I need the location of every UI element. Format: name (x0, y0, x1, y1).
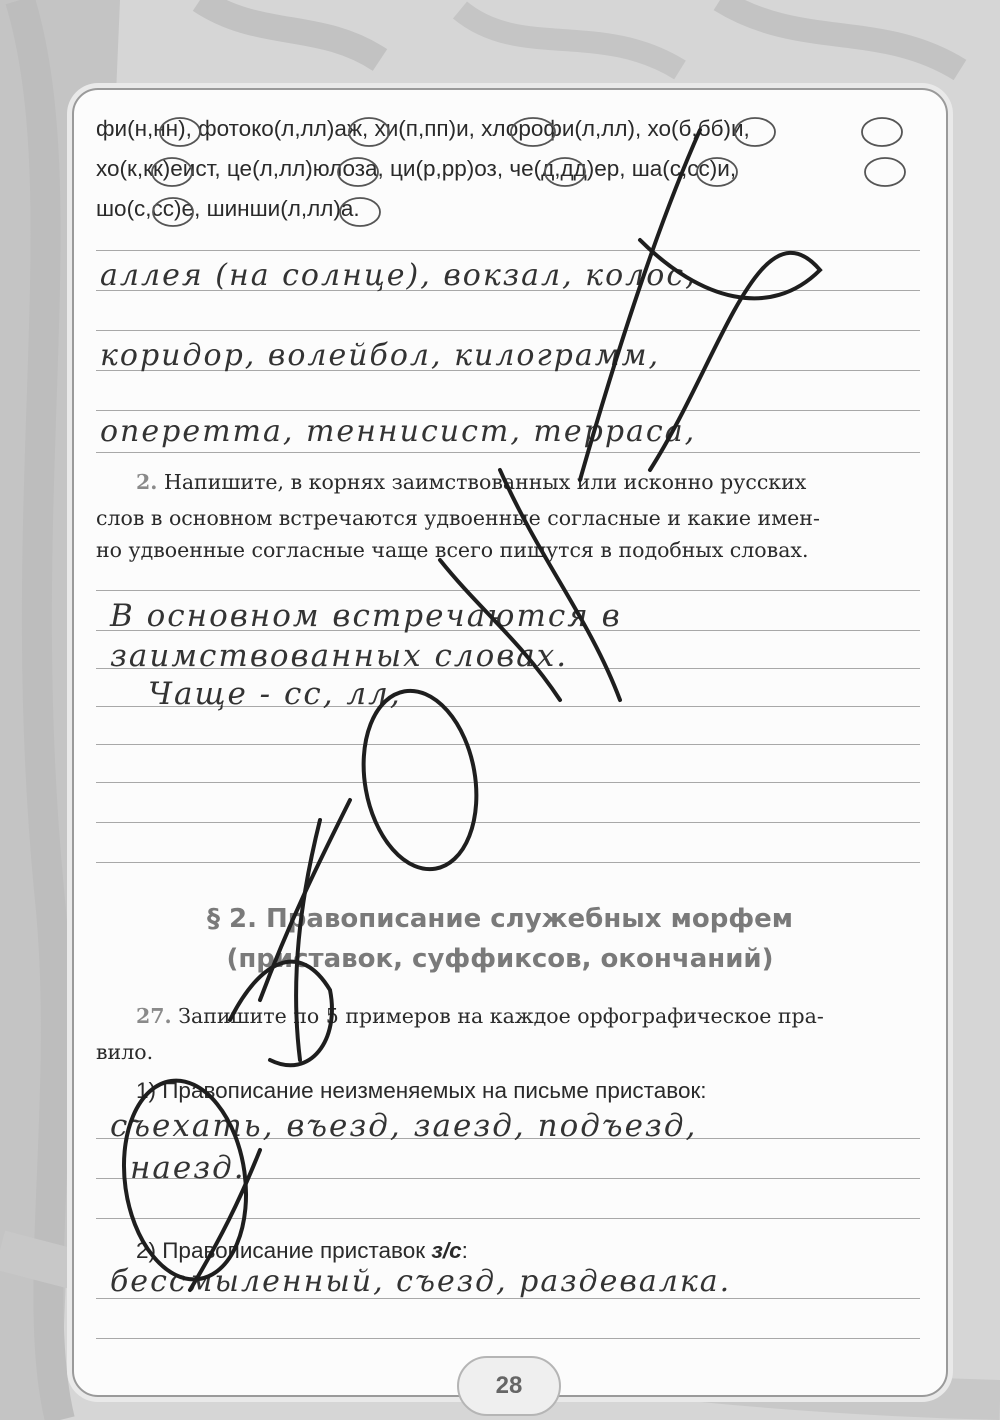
task-27-sub-2 (136, 1238, 468, 1264)
page-number: 28 (457, 1356, 561, 1416)
task-27-sub-2-text: 2) Правописание приставок (136, 1238, 432, 1263)
section-heading-line-1: § 2. Правописание служебных морфем (206, 904, 794, 934)
task-2-line-3: но удвоенные согласные чаще всего пишутся в подобных словах. (96, 538, 809, 562)
handwritten-answer-3-line-1: съехать, въезд, заезд, подъезд, (110, 1108, 698, 1144)
handwritten-answer-3-line-2: наезд. (130, 1150, 246, 1186)
word-list-line-2: хо(к,кк)еист, це(л,лл)юлоза, ци(р,рр)оз, че(д,дд)ер, ша(с,сс)и, (96, 156, 737, 181)
word-list-line-3: шо(с,сс)е, шинши(л,лл)а. (96, 196, 360, 221)
ruled-line (96, 250, 920, 251)
ruled-line (96, 590, 920, 591)
section-heading-line-2: (приставок, суффиксов, окончаний) (226, 944, 774, 974)
task-27-number: 27. (136, 1004, 172, 1028)
task-27-sub-1: 1) Правописание неизменяемых на письме приставок: (136, 1078, 707, 1103)
ruled-line (96, 330, 920, 331)
handwritten-answer-1-line-3: оперетта, теннисист, терраса, (100, 414, 697, 449)
ruled-line (96, 410, 920, 411)
ruled-line (96, 744, 920, 745)
task-2-number: 2. (136, 470, 158, 494)
task-27-text-1: Запишите по 5 примеров на каждое орфографическое пра- (178, 1004, 824, 1028)
handwritten-answer-2-line-1: В основном встречаются в (110, 598, 622, 634)
task-27-sub-2-emphasis: з/с (431, 1238, 462, 1263)
task-2-line-1 (136, 470, 806, 494)
handwritten-answer-1-line-1: аллея (на солнце), вокзал, колос, (100, 258, 697, 293)
ruled-line (96, 782, 920, 783)
ruled-line (96, 452, 920, 453)
ruled-line (96, 862, 920, 863)
task-27-line-1 (136, 1004, 824, 1028)
handwritten-answer-2-line-3: Чаще - сс, лл, (148, 676, 402, 712)
ruled-line (96, 822, 920, 823)
handwritten-answer-4: бессмыленный, съезд, раздевалка. (110, 1264, 732, 1299)
handwritten-answer-2-line-2: заимствованных словах. (110, 638, 569, 674)
task-2-text-1: Напишите, в корнях заимствованных или исконно русских (163, 470, 807, 494)
word-list-line-1: фи(н,нн), фотоко(л,лл)аж, хи(п,пп)и, хлорофи(л,лл), хо(б,бб)и, (96, 116, 750, 141)
task-27-line-2: вило. (96, 1040, 154, 1064)
ruled-line (96, 1338, 920, 1339)
ruled-line (96, 1218, 920, 1219)
task-27-sub-2-colon: : (461, 1238, 468, 1263)
handwritten-answer-1-line-2: коридор, волейбол, килограмм, (100, 338, 661, 373)
task-2-line-2: слов в основном встречаются удвоенные согласные и какие имен- (96, 506, 820, 530)
